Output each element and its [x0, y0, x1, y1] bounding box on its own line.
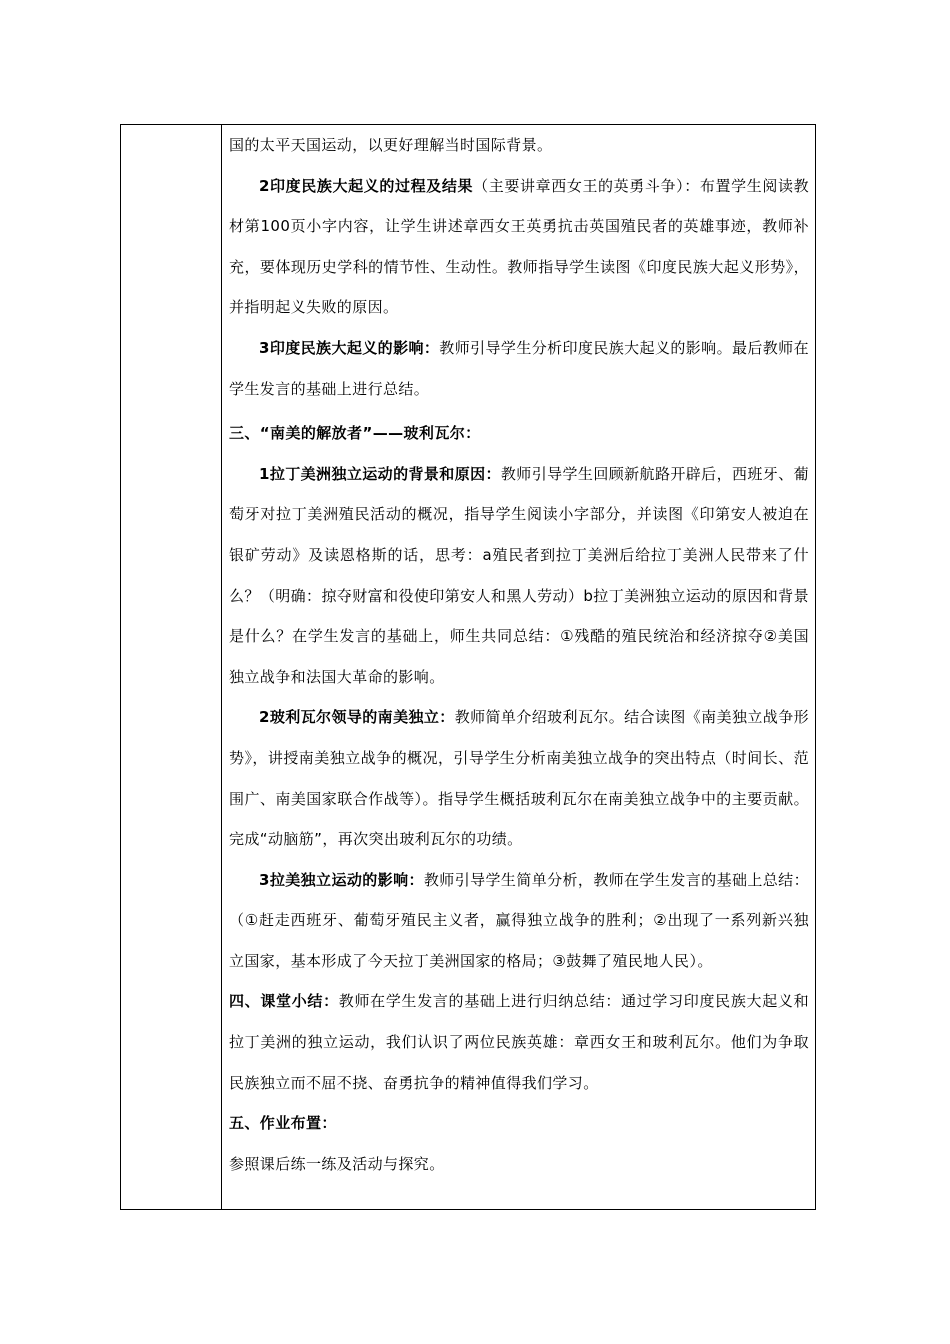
paragraph-latin-america-background — [229, 454, 809, 698]
section-heading-homework: 五、作业布置： — [229, 1114, 337, 1133]
heading-latin-america-background: 1拉丁美洲独立运动的背景和原因： — [259, 464, 501, 483]
heading-class-summary: 四、课堂小结： — [229, 992, 339, 1011]
paragraph-india-uprising-process — [229, 166, 809, 328]
heading-latin-america-impact: 3拉美独立运动的影响： — [259, 870, 424, 889]
paragraph-latin-america-impact — [229, 860, 809, 982]
text-bolivar-independence: 教师简单介绍玻利瓦尔。结合读图《南美独立战争形势》，讲授南美独立战争的概况，引导学生分析南美独立战争的突出特点（时间长、范围广、南美国家联合作战等）。指导学生概括玻利瓦尔在南美独立战争中的主要贡献。完成“动脑筋”，再次突出玻利瓦尔的功绩。 — [229, 708, 810, 849]
heading-india-uprising-impact: 3印度民族大起义的影响： — [259, 338, 440, 357]
text-india-uprising-impact: 教师引导学生分析印度民族大起义的影响。最后教师在学生发言的基础上进行总结。 — [229, 338, 809, 398]
text-india-uprising-process: （主要讲章西女王的英勇斗争）：布置学生阅读教材第100页小字内容，让学生讲述章西女王英勇抗击英国殖民者的英雄事迹，教师补充，要体现历史学科的情节性、生动性。教师指导学生读图《印度民族大起义形势》，并指明起义失败的原因。 — [229, 176, 809, 317]
paragraph-india-uprising-impact — [229, 328, 809, 409]
content-cell — [229, 125, 809, 1184]
lesson-table — [120, 124, 816, 1210]
paragraph-class-summary — [229, 981, 809, 1103]
heading-bolivar-independence: 2玻利瓦尔领导的南美独立： — [259, 708, 455, 727]
column-divider — [221, 125, 222, 1209]
text-latin-america-impact: 教师引导学生简单分析，教师在学生发言的基础上总结：（①赶走西班牙、葡萄牙殖民主义者，赢得独立战争的胜利；②出现了一系列新兴独立国家，基本形成了今天拉丁美洲国家的格局；③鼓舞了殖民地人民）。 — [229, 870, 809, 970]
section-heading-bolivar: 三、“南美的解放者”——玻利瓦尔： — [229, 424, 481, 443]
heading-india-uprising-process: 2印度民族大起义的过程及结果 — [259, 176, 474, 195]
paragraph-homework: 参照课后练一练及活动与探究。 — [229, 1154, 445, 1173]
text-class-summary: 教师在学生发言的基础上进行归纳总结：通过学习印度民族大起义和拉丁美洲的独立运动，我们认识了两位民族英雄：章西女王和玻利瓦尔。他们为争取民族独立而不屈不挠、奋勇抗争的精神值得我们学习。 — [229, 992, 809, 1092]
paragraph-bolivar-independence — [229, 697, 809, 859]
paragraph-intro-continuation: 国的太平天国运动，以更好理解当时国际背景。 — [229, 136, 553, 154]
text-latin-america-background: 教师引导学生回顾新航路开辟后，西班牙、葡萄牙对拉丁美洲殖民活动的概况，指导学生阅读小字部分，并读图《印第安人被迫在银矿劳动》及读恩格斯的话，思考：a殖民者到拉丁美洲后给拉丁美洲人民带来了什么？（明确：掠夺财富和役使印第安人和黑人劳动）b拉丁美洲独立运动的原因和背景是什么？在学生发言的基础上，师生共同总结：①残酷的殖民统治和经济掠夺②美国独立战争和法国大革命的影响。 — [229, 464, 809, 686]
